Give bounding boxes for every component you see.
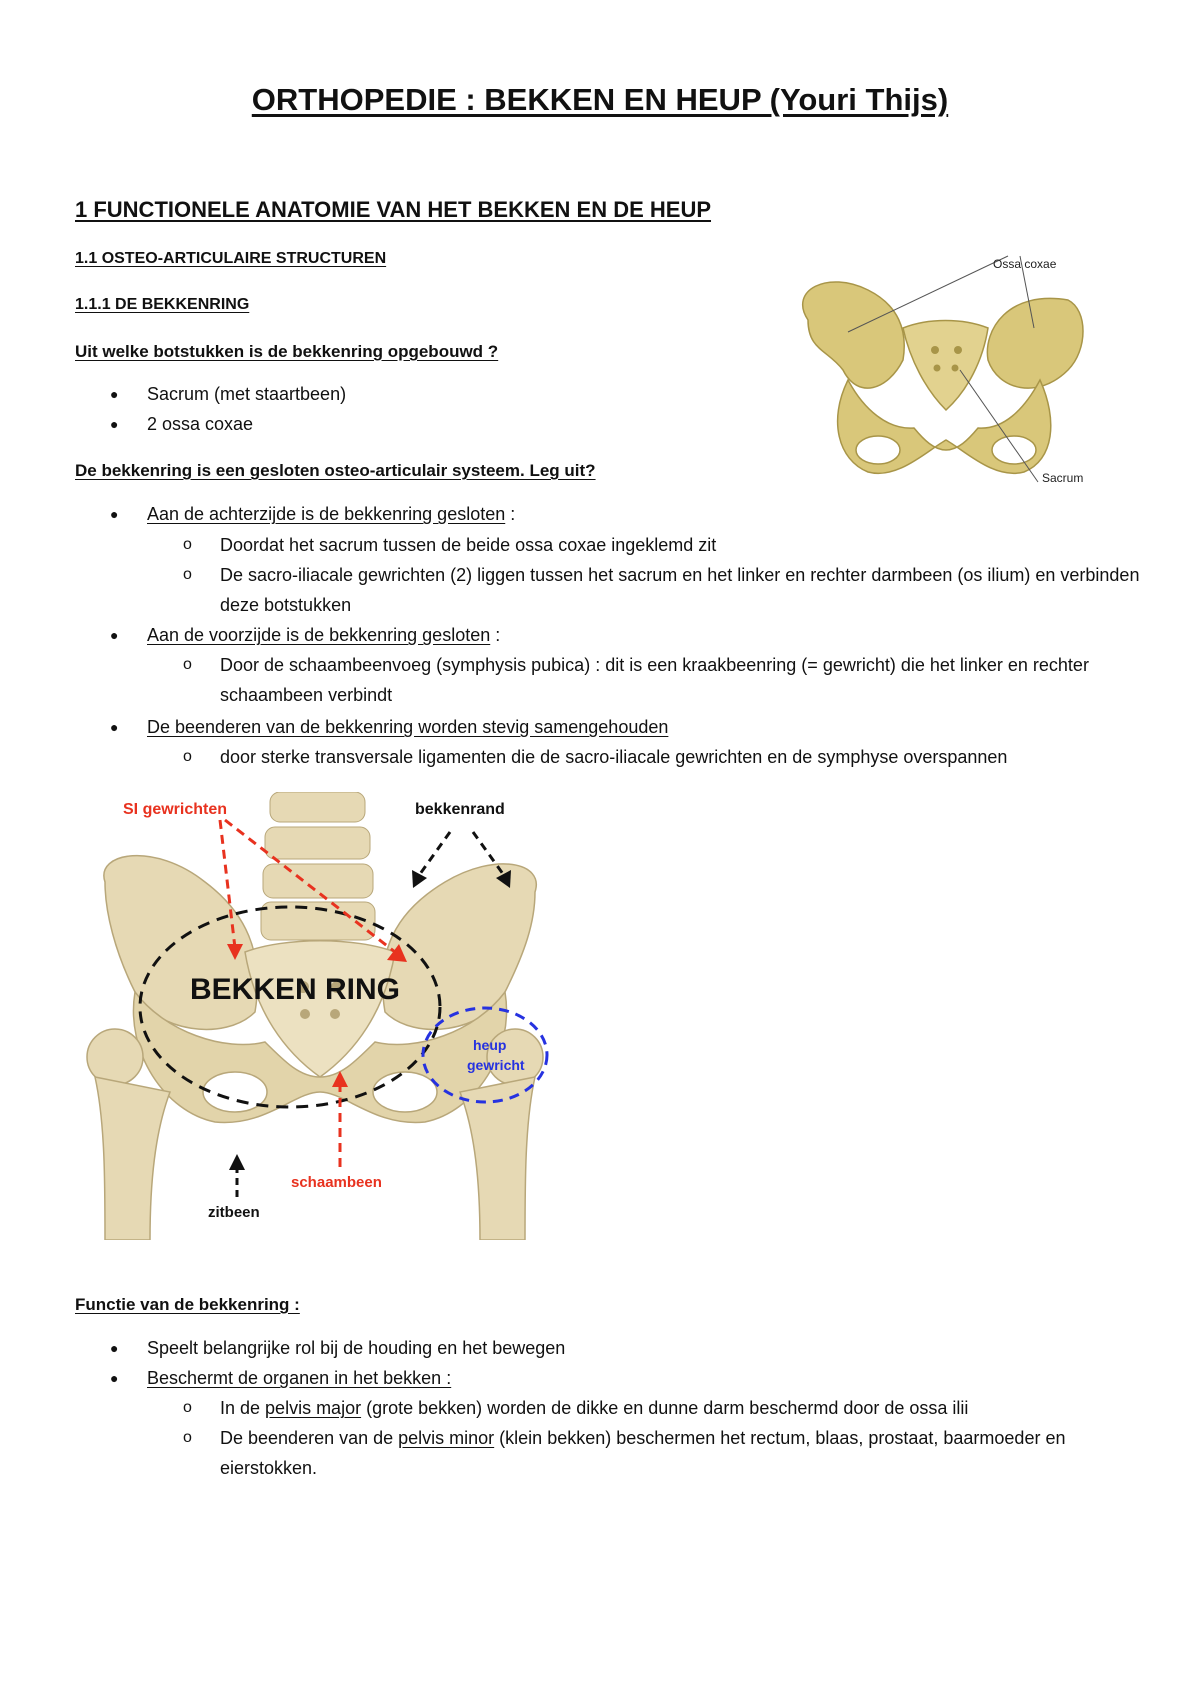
- bullet-icon: ●: [110, 1340, 119, 1356]
- question-functie: Functie van de bekkenring :: [75, 1295, 300, 1314]
- pelvis-figure-ossa-coxae: [788, 250, 1100, 510]
- circle-bullet-icon: o: [183, 536, 192, 553]
- circle-bullet-icon: o: [183, 656, 192, 673]
- circle-bullet-icon: o: [183, 748, 192, 765]
- label-sacrum: Sacrum: [1042, 471, 1084, 485]
- label-bekken-ring: BEKKEN RING: [190, 973, 401, 1006]
- label-si-gewrichten: SI gewrichten: [123, 801, 228, 818]
- document-title: ORTHOPEDIE : BEKKEN EN HEUP (Youri Thijs): [251, 82, 949, 117]
- bullet-icon: ●: [110, 506, 119, 522]
- circle-bullet-icon: o: [183, 566, 192, 583]
- label-schaambeen: schaambeen: [291, 1174, 382, 1191]
- bullet-icon: ●: [110, 627, 119, 643]
- label-ossa-coxae: Ossa coxae: [993, 257, 1057, 271]
- circle-bullet-icon: o: [183, 1399, 192, 1416]
- question-gesloten-systeem: De bekkenring is een gesloten osteo-articulair systeem. Leg uit?: [75, 461, 596, 480]
- label-bekkenrand: bekkenrand: [415, 801, 505, 818]
- section-heading-1: 1 FUNCTIONELE ANATOMIE VAN HET BEKKEN EN DE HEUP: [75, 197, 712, 222]
- section-heading-1-1: 1.1 OSTEO-ARTICULAIRE STRUCTUREN: [75, 250, 387, 267]
- circle-bullet-icon: o: [183, 1429, 192, 1446]
- bekken-ring-figure: [75, 792, 565, 1240]
- question-botstukken: Uit welke botstukken is de bekkenring opgebouwd ?: [75, 342, 499, 361]
- label-gewricht: gewricht: [467, 1057, 525, 1073]
- bullet-icon: ●: [110, 386, 119, 402]
- bullet-icon: ●: [110, 719, 119, 735]
- label-heup: heup: [473, 1037, 507, 1053]
- bullet-icon: ●: [110, 416, 119, 432]
- bullet-icon: ●: [110, 1370, 119, 1386]
- section-heading-1-1-1: 1.1.1 DE BEKKENRING: [75, 296, 250, 313]
- document-page: ORTHOPEDIE : BEKKEN EN HEUP (Youri Thijs) 1 FUNCTIONELE ANATOMIE VAN HET BEKKEN EN DE HEUP 1.1 OSTEO-ARTICULAIRE STRUCTUREN 1.1.1 DE BEKKENRING Uit welke botstukken is de bekkenring opgebouwd ? ● Sacrum (met staartbeen) ● 2 ossa coxae Ossa coxae Sacrum De bekkenring is een gesloten osteo-articulair systeem. Leg uit? ● Aan de achterzijde is de bekkenring gesloten : o Doordat het sacrum tussen de beide ossa coxae ingeklemd zit o De sacro-iliacale gewrichten (2) liggen tussen het sacrum en het linker en rechter darmbeen (os ilium) en verbinden deze botstukken ● Aan de voorzijde is de bekkenring gesloten : o Door de schaambeenvoeg (symphysis pubica) : dit is een kraakbeenring (= gewricht) die het linker en rechter schaambeen verbindt ● De beenderen van de bekkenring worden stevig samengehouden o door sterke transversale ligamenten die de sacro-iliacale gewrichten en de symphyse overspannen SI gewrichten bekkenrand BEKKEN RING heup gewricht schaambeen zitbeen Functie van de bekkenring : ● Speelt belangrijke rol bij de houding en het bewegen ● Beschermt de organen in het bekken : o In de pelvis major (grote bekken) worden de dikke en dunne darm beschermd door de ossa ilii o De beenderen van de pelvis minor (klein bekken) beschermen het rectum, blaas, prostaat, baarmoeder en eierstokken.: [0, 0, 1200, 1698]
- label-zitbeen: zitbeen: [208, 1204, 260, 1221]
